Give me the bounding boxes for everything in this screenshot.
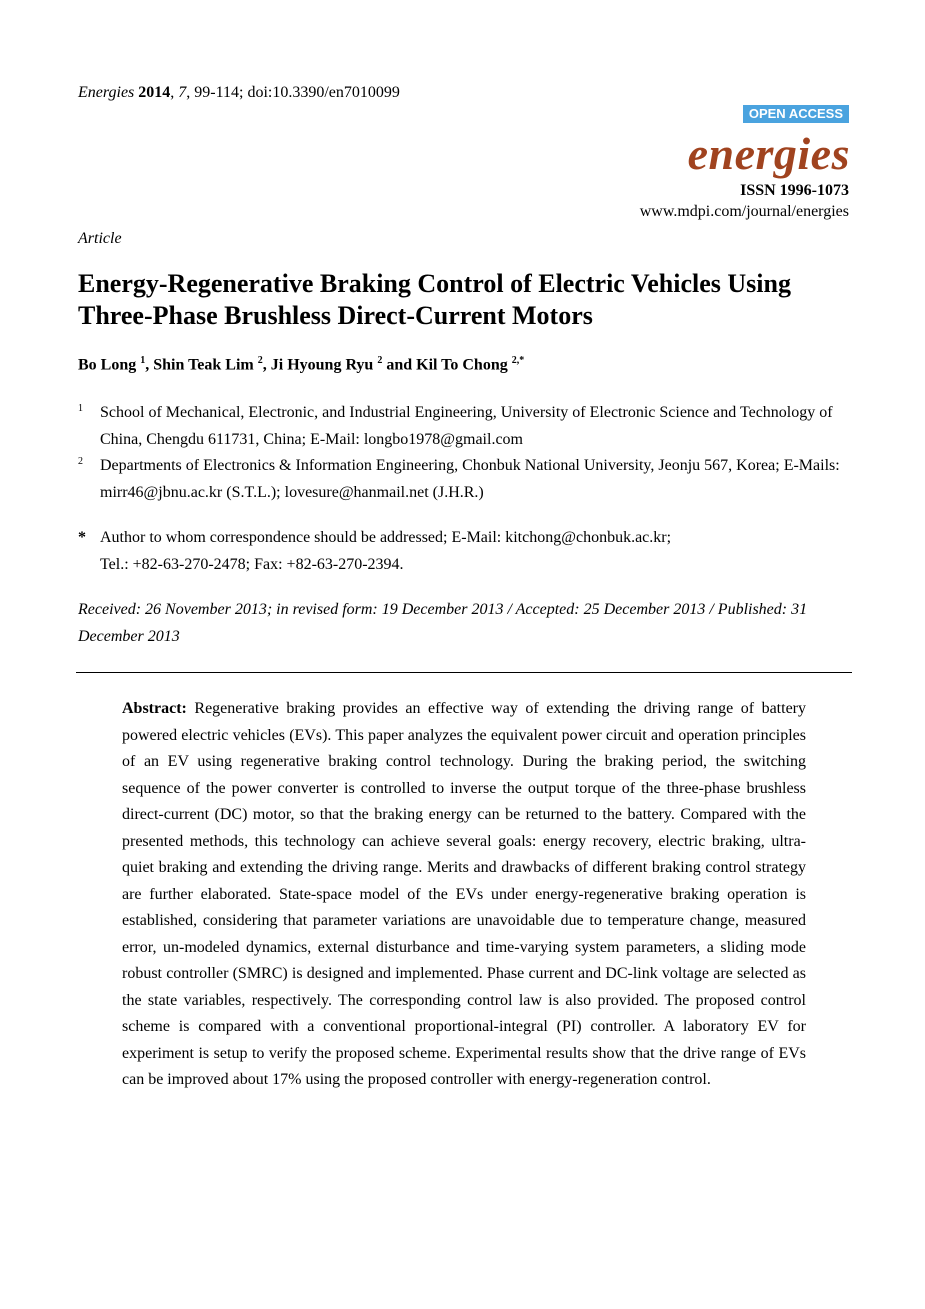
correspondence-note: [78, 524, 853, 578]
issn: ISSN 1996-1073: [740, 182, 849, 199]
author-list: [78, 355, 524, 374]
journal-name: Energies: [78, 84, 135, 101]
affiliation: [78, 452, 853, 506]
author-separator: ,: [145, 356, 154, 374]
correspondence-line: Tel.: +82-63-270-2478; Fax: +82-63-270-2394.: [100, 556, 404, 573]
article-type: Article: [78, 230, 122, 247]
author-separator: and: [382, 356, 417, 374]
author-name: Ji Hyoung Ryu: [270, 356, 374, 374]
affiliation-text: School of Mechanical, Electronic, and Industrial Engineering, University of Electronic Science and Technology of China, Chengdu 611731, China; E-Mail: longbo1978@gmail.com: [100, 404, 833, 448]
paper-title: Energy-Regenerative Braking Control of Electric Vehicles Using Three-Phase Brushless Direct-Current Motors: [78, 269, 791, 330]
citation-year: 2014: [138, 84, 171, 101]
author-name: Kil To Chong: [416, 356, 508, 374]
affiliation: [78, 399, 853, 453]
citation-pages-doi: , 99-114; doi:10.3390/en7010099: [186, 84, 400, 101]
author-affiliation-mark: 2,*: [511, 355, 525, 366]
divider: [76, 672, 852, 673]
correspondence-line: Author to whom correspondence should be addressed; E-Mail: kitchong@chonbuk.ac.kr;: [100, 529, 672, 546]
affiliation-number: 1: [78, 403, 83, 414]
citation-volume: 7: [178, 84, 187, 101]
abstract-text: Regenerative braking provides an effective way of extending the driving range of battery powered electric vehicles (EVs). This paper analyzes the equivalent power circuit and operation principles of an EV using regenerative braking control technology. During the braking period, the switching sequence of the power converter is controlled to inverse the output torque of the three-phase brushless direct-current (DC) motor, so that the braking energy can be returned to the battery. Compared with the presented methods, this technology can achieve several goals: energy recovery, electric braking, ultra-quiet braking and extending the driving range. Merits and drawbacks of different braking control strategy are further elaborated. State-space model of the EVs under energy-regenerative braking operation is established, considering that parameter variations are unavoidable due to temperature change, measured error, un-modeled dynamics, external disturbance and time-varying system parameters, a sliding mode robust controller (SMRC) is designed and implemented. Phase current and DC-link voltage are selected as the state variables, respectively. The corresponding control law is also provided. The proposed control scheme is compared with a conventional proportional-integral (PI) controller. A laboratory EV for experiment is setup to verify the proposed scheme. Experimental results show that the drive range of EVs can be improved about 17% using the proposed controller with energy-regeneration control.: [122, 700, 807, 1088]
author-affiliation-mark: 2: [377, 355, 383, 366]
open-access-badge: OPEN ACCESS: [743, 105, 849, 123]
journal-url[interactable]: www.mdpi.com/journal/energies: [639, 203, 849, 220]
abstract: [122, 696, 806, 1094]
journal-logo: energies: [687, 128, 850, 179]
author-affiliation-mark: 2: [257, 355, 263, 366]
author-name: Bo Long: [78, 356, 137, 374]
author-affiliation-mark: 1: [140, 355, 146, 366]
affiliation-number: 2: [78, 456, 83, 467]
publication-dates: Received: 26 November 2013; in revised form: 19 December 2013 / Accepted: 25 December 2013 / Published: 31 December 2013: [78, 601, 808, 645]
abstract-label: Abstract:: [122, 700, 187, 717]
author-name: Shin Teak Lim: [153, 356, 254, 374]
citation-line: Energies 2014, 7, 99-114; doi:10.3390/en7010099: [78, 84, 400, 101]
author-separator: ,: [262, 356, 271, 374]
affiliation-text: Departments of Electronics & Information Engineering, Chonbuk National University, Jeonju 567, Korea; E-Mails: mirr46@jbnu.ac.kr (S.T.L.); lovesure@hanmail.net (J.H.R.): [100, 457, 840, 501]
correspondence-mark: *: [78, 529, 86, 546]
